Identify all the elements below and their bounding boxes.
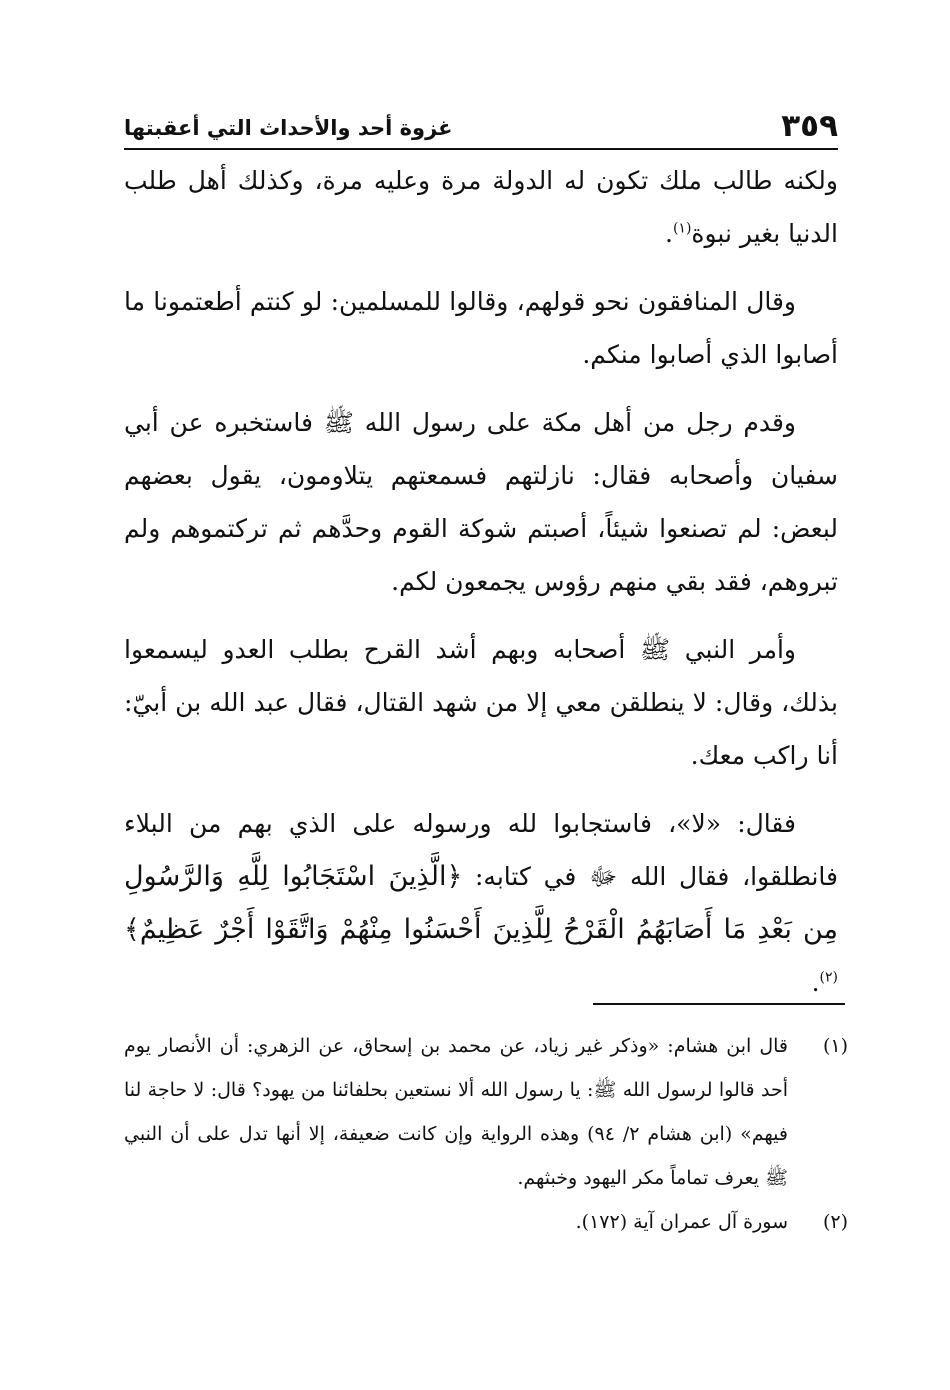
- header-rule: [124, 148, 838, 150]
- paragraph-5-text: فقال: «لا»، فاستجابوا لله ورسوله على الذي بهم من البلاء فانطلقوا، فقال الله ﷻ في كتابه:: [124, 809, 838, 891]
- footnote-number: (١): [822, 1035, 848, 1057]
- page-number: ٣٥٩: [781, 108, 838, 144]
- page-header: [124, 102, 838, 146]
- paragraph-4: وأمر النبي ﷺ أصحابه وبهم أشد القرح بطلب العدو ليسمعوا بذلك، وقال: لا ينطلقن معي إلا من شهد القتال، فقال عبد الله بن أبيّ: أنا راكب معك.: [124, 635, 838, 770]
- footnote-1: [124, 1024, 848, 1200]
- footnote-text: قال ابن هشام: «وذكر غير زياد، عن محمد بن إسحاق، عن الزهري: أن الأنصار يوم أحد قالوا لرسول الله ﷺ: يا رسول الله ألا نستعين بحلفائنا من يهود؟ قال: لا حاجة لنا فيهم» (ابن هشام ٢/ ٩٤) وهذه الرواية وإن كانت ضعيفة، إلا أنها تدل على أن النبي ﷺ يعرف تماماً مكر اليهود وخبثهم.: [124, 1035, 788, 1189]
- footnote-2: [124, 1200, 848, 1244]
- running-title: غزوة أحد والأحداث التي أعقبتها: [124, 116, 453, 140]
- footnote-ref-2: (٢): [819, 969, 838, 986]
- paragraph-5-end: .: [811, 968, 820, 997]
- paragraph-1-end: .: [665, 219, 673, 248]
- footnote-ref-1: (١): [672, 220, 692, 237]
- quran-verse: ﴿الَّذِينَ اسْتَجَابُوا لِلَّهِ وَالرَّسُولِ مِن بَعْدِ مَا أَصَابَهُمُ الْقَرْحُ لِلَّذِينَ أَحْسَنُوا مِنْهُمْ وَاتَّقَوْا أَجْرٌ عَظِيمٌ﴾: [124, 861, 838, 945]
- main-text: [124, 154, 838, 1024]
- paragraph-5: [124, 797, 838, 1009]
- footnote-text: سورة آل عمران آية (١٧٢).: [575, 1211, 788, 1233]
- paragraph-3: وقدم رجل من أهل مكة على رسول الله ﷺ فاستخبره عن أبي سفيان وأصحابه فقال: نازلتهم فسمعتهم يتلاومون، يقول بعضهم لبعض: لم تصنعوا شيئاً، أصبتم شوكة القوم وحدَّهم ثم تركتموهم ولم تبروهم، فقد بقي منهم رؤوس يجمعون لكم.: [124, 408, 838, 596]
- footnote-separator: [593, 1003, 845, 1005]
- paragraph-2: وقال المنافقون نحو قولهم، وقالوا للمسلمين: لو كنتم أطعتمونا ما أصابوا الذي أصابوا منكم.: [124, 287, 838, 369]
- paragraph-1-text: ولكنه طالب ملك تكون له الدولة مرة وعليه مرة، وكذلك أهل طلب الدنيا بغير نبوة: [124, 166, 838, 248]
- paragraph-1: [124, 154, 838, 260]
- footnotes: [124, 1024, 848, 1244]
- footnote-number: (٢): [822, 1211, 848, 1233]
